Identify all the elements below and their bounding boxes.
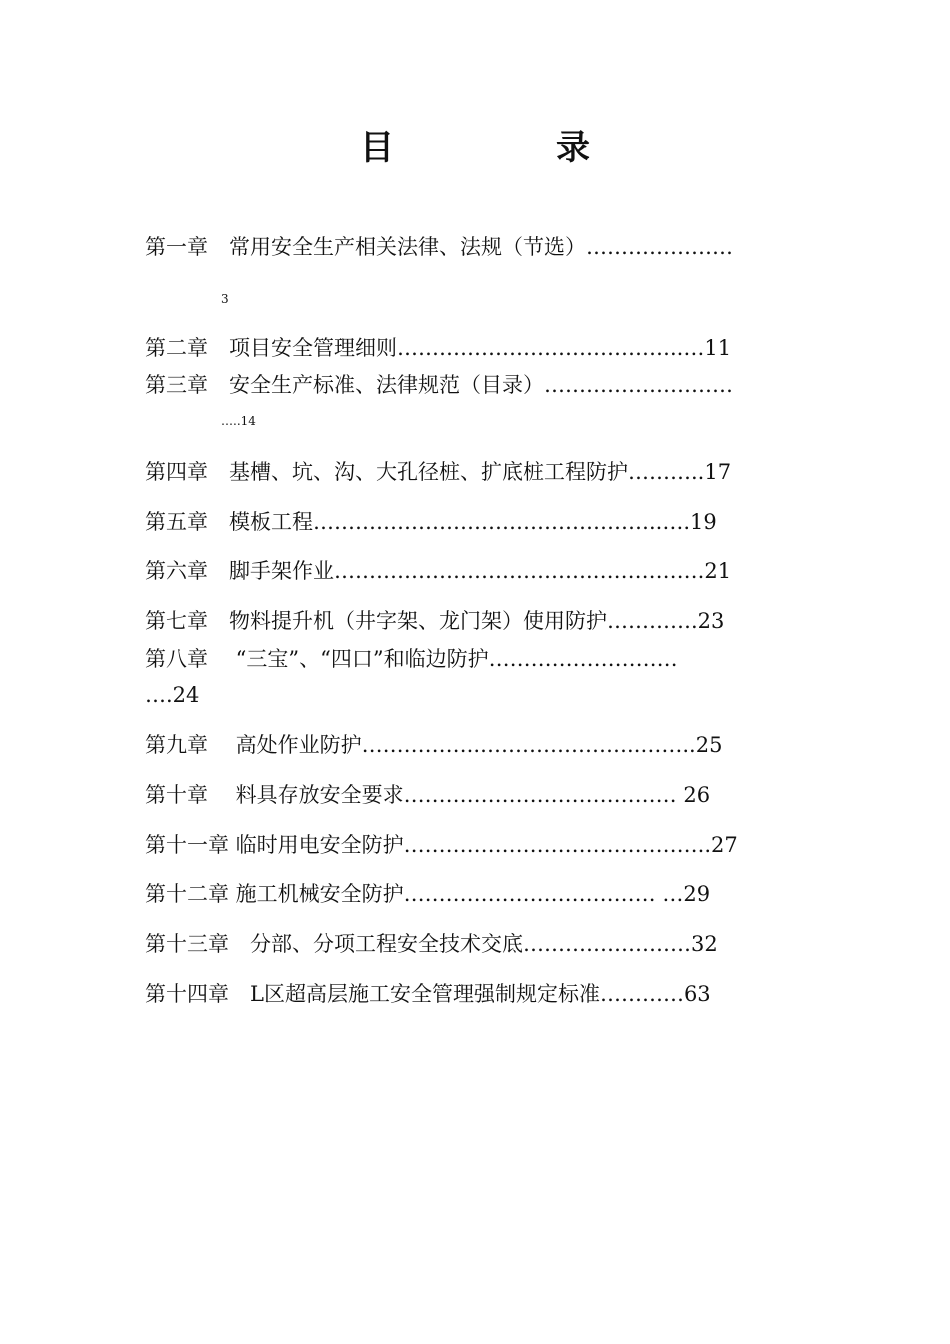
toc-title: 目 录 [360,128,654,168]
toc-entry-text: 第二章 项目安全管理细则…………………………………..…11 [145,336,732,360]
toc-entry-page: …..14 [221,414,256,428]
toc-entry-4 [145,457,810,487]
toc-entry-7 [145,606,810,636]
toc-entry-1 [145,232,810,314]
toc-entry-text: 第四章 基槽、坑、沟、大孔径桩、扩底桩工程防护………..17 [145,460,732,484]
toc-entry-3 [145,370,810,436]
toc-entry-text: 第九章 高处作业防护……………..…………………..……..25 [145,733,723,757]
toc-entry-13 [145,929,810,959]
toc-entry-2 [145,333,810,363]
toc-entry-11 [145,830,810,860]
toc-entry-text: 第七章 物料提升机（井字架、龙门架）使用防护………….23 [145,609,725,633]
toc-entry-6 [145,556,810,586]
toc-entry-text: 第十章 料具存放安全要求………………………………… 26 [145,783,711,807]
toc-entry-14 [145,979,810,1009]
toc-entry-text: 第十四章 L区超高层施工安全管理强制规定标准…………63 [145,982,711,1006]
toc-entry-text: 第十三章 分部、分项工程安全技术交底……………………32 [145,932,718,956]
toc-entry-text: 第十二章 施工机械安全防护……………………………… …29 [145,882,711,906]
toc-entry-text: 第五章 模板工程…………………………………………..….19 [145,510,717,534]
toc-entry-page: ….24 [145,683,200,707]
toc-entry-text: 第六章 脚手架作业……………………………….…………….21 [145,559,732,583]
toc-entry-5 [145,507,810,537]
toc-entry-10 [145,780,810,810]
toc-entry-text: 第十一章 临时用电安全防护……………………………………..27 [145,833,738,857]
toc-entry-text: 第一章 常用安全生产相关法律、法规（节选）………………… [145,235,733,259]
toc-entry-12 [145,879,810,909]
toc-entry-8 [145,644,810,710]
toc-entry-page: 3 [221,292,229,306]
toc-entry-text: 第三章 安全生产标准、法律规范（目录）……………………… [145,373,733,397]
toc-entry-9 [145,730,810,760]
toc-entry-text: 第八章 “三宝”、“四口”和临边防护……………………… [145,647,678,671]
